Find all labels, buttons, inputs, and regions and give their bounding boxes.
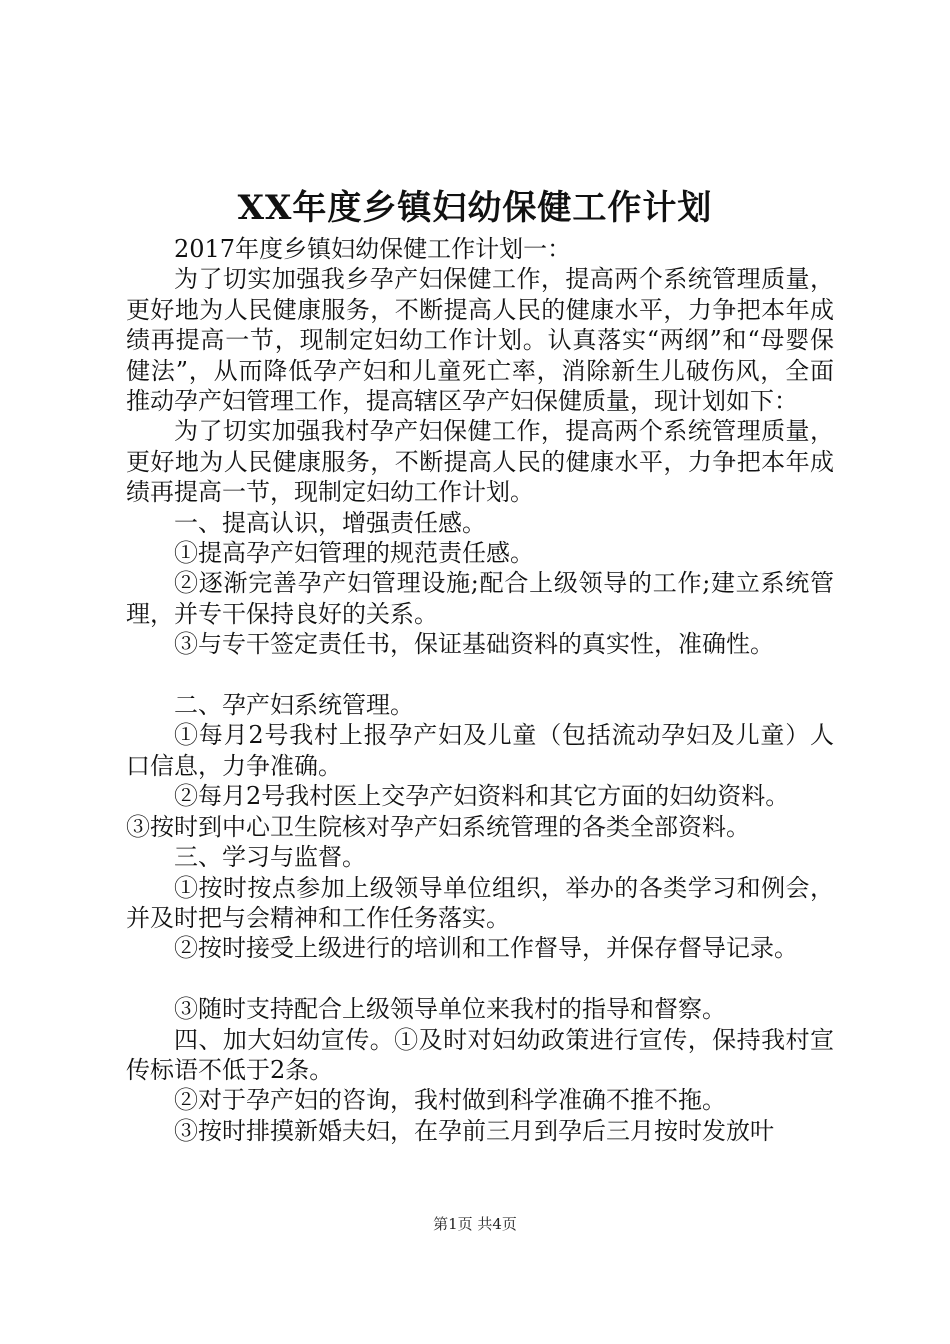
paragraph-township-plan: 为了切实加强我乡孕产妇保健工作，提高两个系统管理质量，更好地为人民健康服务，不断提高人民的健康水平，力争把本年成绩再提高一节，现制定妇幼工作计划。认真落实“两纲”和“母婴保健法”，从而降低孕产妇和儿童死亡率，消除新生儿破伤风，全面推动孕产妇管理工作，提高辖区孕产妇保健质量，现计划如下：	[126, 265, 834, 416]
section-heading-3: 三、学习与监督。	[174, 843, 366, 872]
list-item: ③按时到中心卫生院核对孕产妇系统管理的各类全部资料。	[126, 812, 750, 841]
list-item: ①按时按点参加上级领导单位组织，举办的各类学习和例会，并及时把与会精神和工作任务落实。	[126, 873, 834, 932]
list-item: ②每月2号我村医上交孕产妇资料和其它方面的妇幼资料。	[174, 782, 790, 811]
document-title: XX年度乡镇妇幼保健工作计划	[237, 188, 713, 228]
intro-heading: 2017年度乡镇妇幼保健工作计划一：	[174, 235, 572, 263]
list-item: ③随时支持配合上级领导单位来我村的指导和督察。	[174, 995, 726, 1024]
section-heading-4: 四、加大妇幼宣传。①及时对妇幼政策进行宣传，保持我村宣传标语不低于2条。	[126, 1025, 834, 1084]
list-item: ②逐渐完善孕产妇管理设施;配合上级领导的工作;建立系统管理，并专干保持良好的关系。	[126, 569, 834, 628]
blank-line	[126, 964, 834, 994]
list-item: ③按时排摸新婚夫妇，在孕前三月到孕后三月按时发放叶	[174, 1116, 774, 1145]
paragraph-village-plan: 为了切实加强我村孕产妇保健工作，提高两个系统管理质量，更好地为人民健康服务，不断提高人民的健康水平，力争把本年成绩再提高一节，现制定妇幼工作计划。	[126, 417, 834, 507]
list-item: ②对于孕产妇的咨询，我村做到科学准确不推不拖。	[174, 1086, 726, 1115]
section-heading-1: 一、提高认识，增强责任感。	[174, 508, 486, 537]
document-body	[126, 234, 834, 1146]
section-heading-2: 二、孕产妇系统管理。	[174, 691, 414, 720]
blank-line	[126, 660, 834, 690]
list-item: ③与专干签定责任书，保证基础资料的真实性，准确性。	[174, 630, 774, 659]
list-item: ①提高孕产妇管理的规范责任感。	[174, 539, 534, 568]
list-item: ②按时接受上级进行的培训和工作督导，并保存督导记录。	[174, 934, 798, 963]
list-item: ①每月2号我村上报孕产妇及儿童（包括流动孕妇及儿童）人口信息，力争准确。	[126, 721, 834, 780]
page-footer: 第1页 共4页	[433, 1215, 517, 1233]
